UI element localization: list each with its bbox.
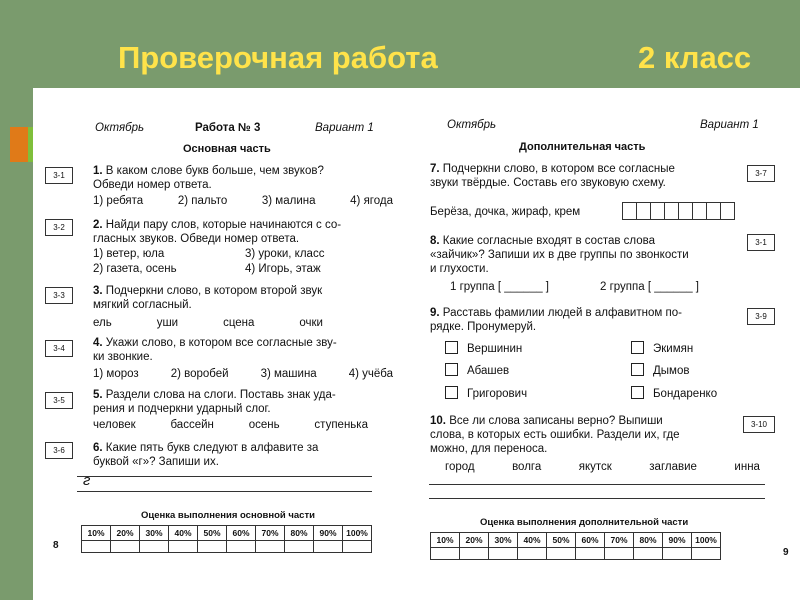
score-cell[interactable] [663, 548, 692, 560]
checkbox[interactable] [631, 386, 644, 399]
checkbox[interactable] [445, 341, 458, 354]
code-box: 3-3 [45, 287, 73, 304]
word[interactable]: бассейн [170, 419, 214, 431]
question-4 [93, 336, 337, 364]
q-text: слова, в которых есть ошибки. Раздели их, где [430, 429, 680, 441]
right-variant: Вариант 1 [700, 119, 759, 131]
q-text: В каком слове букв больше, чем звуков? [105, 165, 324, 177]
option[interactable]: 3) машина [260, 368, 317, 380]
question-10-words [445, 460, 760, 474]
left-score-table [81, 525, 372, 553]
name-item[interactable] [445, 386, 527, 401]
checkbox[interactable] [445, 363, 458, 376]
left-page [33, 88, 403, 600]
q-text: Все ли слова записаны верно? Выпиши [449, 415, 663, 427]
answer-line [429, 498, 765, 499]
q-text: Обведи номер ответа. [93, 179, 212, 191]
name-label: Вершинин [467, 343, 523, 355]
question-3-words [93, 316, 323, 330]
answer-line [429, 484, 765, 485]
name-label: Бондаренко [653, 388, 718, 400]
score-cell[interactable] [314, 541, 343, 553]
code-box: 3-4 [45, 340, 73, 357]
score-cell[interactable] [692, 548, 721, 560]
word[interactable]: ступенька [314, 419, 368, 431]
question-2-option[interactable]: 1) ветер, юла [93, 248, 165, 260]
decor-orange-block [10, 127, 28, 162]
q-text: и глухости. [430, 263, 489, 275]
q-text: мягкий согласный. [93, 299, 192, 311]
percent-cell: 40% [169, 526, 198, 541]
score-cell[interactable] [140, 541, 169, 553]
score-cell[interactable] [576, 548, 605, 560]
word[interactable]: очки [299, 317, 323, 329]
word[interactable]: город [445, 461, 475, 473]
right-page-number: 9 [783, 547, 789, 558]
checkbox[interactable] [445, 386, 458, 399]
q-text: Какие пять букв следуют в алфавите за [105, 442, 319, 454]
score-cell[interactable] [431, 548, 460, 560]
q-text: гласных звуков. Обведи номер ответа. [93, 233, 300, 245]
q-num: 5. [93, 389, 103, 401]
question-3 [93, 284, 322, 312]
score-cell[interactable] [460, 548, 489, 560]
question-2-option[interactable]: 3) уроки, класс [245, 248, 325, 260]
percent-cell: 100% [692, 533, 721, 548]
score-cell[interactable] [82, 541, 111, 553]
percent-cell: 50% [198, 526, 227, 541]
checkbox[interactable] [631, 363, 644, 376]
q-text: «зайчик»? Запиши их в две группы по звонкости [430, 249, 689, 261]
name-label: Экимян [653, 343, 694, 355]
q-num: 10. [430, 415, 446, 427]
name-label: Григорович [467, 388, 528, 400]
percent-cell: 60% [227, 526, 256, 541]
name-label: Абашев [467, 365, 510, 377]
q-text: рения и подчеркни ударный слог. [93, 403, 271, 415]
name-label: Дымов [653, 365, 690, 377]
name-item[interactable] [631, 386, 717, 401]
question-7-words[interactable]: Берёза, дочка, жираф, крем [430, 206, 581, 218]
q-text: Укажи слово, в котором все согласные зву- [105, 337, 337, 349]
sound-scheme-cells[interactable] [623, 202, 735, 220]
percent-cell: 20% [111, 526, 140, 541]
option[interactable]: 2) воробей [170, 368, 229, 380]
q-text: Подчеркни слово, в котором все согласные [442, 163, 675, 175]
score-cell[interactable] [518, 548, 547, 560]
percent-cell: 80% [285, 526, 314, 541]
word[interactable]: сцена [223, 317, 255, 329]
q-num: 2. [93, 219, 103, 231]
question-4-options [93, 367, 393, 381]
group-2-field[interactable]: 2 группа [ ______ ] [600, 281, 700, 293]
percent-cell: 10% [82, 526, 111, 541]
code-box: 3-1 [45, 167, 73, 184]
word[interactable]: ель [93, 317, 112, 329]
percent-cell: 100% [343, 526, 372, 541]
score-cell[interactable] [198, 541, 227, 553]
name-item[interactable] [445, 341, 522, 356]
word[interactable]: осень [248, 419, 280, 431]
left-month: Октябрь [95, 122, 145, 134]
q-text: звуки твёрдые. Составь его звуковую схему. [430, 177, 666, 189]
question-2 [93, 218, 341, 246]
score-cell[interactable] [547, 548, 576, 560]
question-5 [93, 388, 336, 416]
percent-cell: 90% [663, 533, 692, 548]
question-10 [430, 414, 680, 456]
score-cell[interactable] [605, 548, 634, 560]
question-8 [430, 234, 689, 276]
right-section-title: Дополнительная часть [519, 141, 646, 153]
q-num: 1. [93, 165, 103, 177]
question-6-answer[interactable]: г [83, 472, 91, 489]
score-cell[interactable] [489, 548, 518, 560]
code-box: 3-9 [747, 308, 775, 325]
option[interactable]: 3) малина [261, 195, 316, 207]
right-score-title: Оценка выполнения дополнительной части [480, 517, 689, 528]
left-score-title: Оценка выполнения основной части [141, 510, 315, 521]
option[interactable]: 2) пальто [177, 195, 228, 207]
option[interactable]: 4) учёба [348, 368, 393, 380]
question-9 [430, 306, 682, 334]
percent-cell: 30% [489, 533, 518, 548]
percent-cell: 60% [576, 533, 605, 548]
slide-title-text: Проверочная работа [118, 40, 438, 75]
percent-cell: 70% [605, 533, 634, 548]
code-box: 3-6 [45, 442, 73, 459]
q-num: 9. [430, 307, 440, 319]
q-num: 8. [430, 235, 440, 247]
percent-cell: 10% [431, 533, 460, 548]
q-text: Подчеркни слово, в котором второй звук [105, 285, 323, 297]
q-text: Какие согласные входят в состав слова [442, 235, 656, 247]
percent-cell: 20% [460, 533, 489, 548]
q-num: 6. [93, 442, 103, 454]
score-cell[interactable] [343, 541, 372, 553]
q-text: можно, для переноса. [430, 443, 548, 455]
q-num: 4. [93, 337, 103, 349]
q-text: Раздели слова на слоги. Поставь знак уда- [105, 389, 336, 401]
option[interactable]: 1) ребята [93, 195, 144, 207]
question-2-option[interactable]: 4) Игорь, этаж [245, 263, 321, 275]
question-5-words [93, 418, 368, 432]
name-item[interactable] [445, 363, 509, 378]
q-text: рядке. Пронумеруй. [430, 321, 537, 333]
percent-cell: 90% [314, 526, 343, 541]
answer-line [77, 491, 372, 492]
score-cell[interactable] [256, 541, 285, 553]
left-variant: Вариант 1 [315, 122, 374, 134]
word[interactable]: якутск [578, 461, 612, 473]
word[interactable]: волга [512, 461, 542, 473]
option[interactable]: 4) ягода [350, 195, 393, 207]
option[interactable]: 1) мороз [93, 368, 139, 380]
group-1-field[interactable]: 1 группа [ ______ ] [450, 281, 550, 293]
worksheet-scan [33, 88, 800, 600]
q-text: ки звонкие. [93, 351, 153, 363]
word[interactable]: заглавие [649, 461, 697, 473]
slide-grade: 2 класс [638, 40, 752, 75]
percent-cell: 80% [634, 533, 663, 548]
score-cell[interactable] [285, 541, 314, 553]
right-month: Октябрь [447, 119, 497, 131]
code-box: 3-1 [747, 234, 775, 251]
q-text: буквой «г»? Запиши их. [93, 456, 219, 468]
score-cell[interactable] [634, 548, 663, 560]
score-cell[interactable] [227, 541, 256, 553]
code-box: 3-7 [747, 165, 775, 182]
left-page-number: 8 [53, 540, 59, 551]
question-7 [430, 162, 675, 190]
code-box: 3-5 [45, 392, 73, 409]
code-box: 3-10 [743, 416, 775, 433]
checkbox[interactable] [631, 341, 644, 354]
q-text: Расставь фамилии людей в алфавитном по- [442, 307, 682, 319]
q-num: 7. [430, 163, 440, 175]
q-num: 3. [93, 285, 103, 297]
answer-line [77, 476, 372, 477]
question-1-options [93, 194, 393, 208]
percent-cell: 70% [256, 526, 285, 541]
code-box: 3-2 [45, 219, 73, 236]
score-cell[interactable] [169, 541, 198, 553]
question-2-option[interactable]: 2) газета, осень [93, 263, 177, 275]
score-cell[interactable] [111, 541, 140, 553]
left-work-title: Работа № 3 [195, 122, 261, 134]
left-section-title: Основная часть [183, 143, 271, 155]
percent-cell: 50% [547, 533, 576, 548]
question-6 [93, 441, 318, 469]
word[interactable]: уши [156, 317, 179, 329]
name-item[interactable] [631, 363, 689, 378]
right-score-table [430, 532, 721, 560]
word[interactable]: человек [93, 419, 136, 431]
percent-cell: 40% [518, 533, 547, 548]
slide-title [118, 40, 752, 76]
percent-cell: 30% [140, 526, 169, 541]
word[interactable]: инна [734, 461, 760, 473]
name-item[interactable] [631, 341, 693, 356]
question-1 [93, 164, 324, 192]
q-text: Найди пару слов, которые начинаются с со- [105, 219, 342, 231]
right-page [405, 88, 800, 600]
